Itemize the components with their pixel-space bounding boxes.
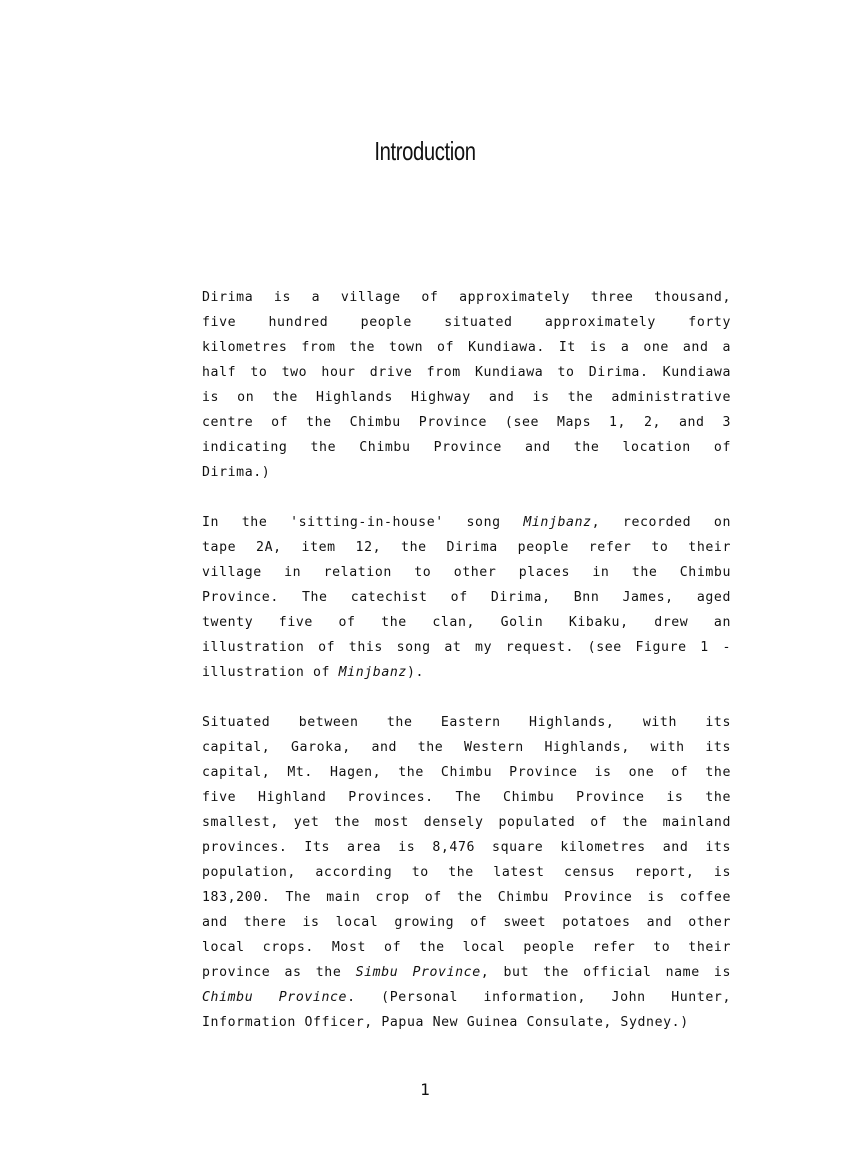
text-line (155, 985, 731, 1010)
text-run: province as the (202, 965, 356, 980)
text-line: provinces. Its area is 8,476 square kilometres and its (202, 840, 731, 855)
text-line: illustration of this song at my request. (see Figure 1 - (202, 640, 731, 655)
song-title: Minjbanz (523, 515, 592, 530)
paragraph-3 (155, 710, 731, 1035)
page-title: Introduction (374, 136, 476, 166)
page-number: 1 (420, 1080, 430, 1099)
text-line: Dirima.) (202, 465, 271, 480)
text-line: is on the Highlands Highway and is the administrative (202, 390, 731, 405)
text-line: Situated between the Eastern Highlands, with its (202, 715, 731, 730)
text-line: village in relation to other places in the Chimbu (202, 565, 731, 580)
text-line: capital, Mt. Hagen, the Chimbu Province is one of the (202, 765, 731, 780)
text-line (155, 660, 731, 685)
text-line: tape 2A, item 12, the Dirima people refer to their (202, 540, 731, 555)
paragraph-1 (155, 285, 731, 485)
text-line: five Highland Provinces. The Chimbu Province is the (202, 790, 731, 805)
text-run: , recorded on (591, 515, 731, 530)
text-run: illustration of (202, 665, 339, 680)
text-run: , but the official name is (480, 965, 731, 980)
text-line: Information Officer, Papua New Guinea Consulate, Sydney.) (202, 1015, 689, 1030)
song-title: Minjbanz (338, 665, 407, 680)
text-line: local crops. Most of the local people refer to their (202, 940, 731, 955)
text-run: In the 'sitting-in-house' song (202, 515, 524, 530)
text-run: . (Personal information, John Hunter, (347, 990, 732, 1005)
text-line: and there is local growing of sweet potatoes and other (202, 915, 731, 930)
text-line: Province. The catechist of Dirima, Bnn James, aged (202, 590, 731, 605)
text-line: half to two hour drive from Kundiawa to Dirima. Kundiawa (202, 365, 731, 380)
text-line: 183,200. The main crop of the Chimbu Province is coffee (202, 890, 731, 905)
text-line: Dirima is a village of approximately three thousand, (202, 290, 731, 305)
body-text (155, 285, 731, 1060)
text-line: capital, Garoka, and the Western Highlands, with its (202, 740, 731, 755)
text-line: twenty five of the clan, Golin Kibaku, drew an (202, 615, 731, 630)
text-line (155, 510, 731, 535)
paragraph-2 (155, 510, 731, 685)
text-line: population, according to the latest census report, is (202, 865, 731, 880)
province-name: Chimbu Province (202, 990, 348, 1005)
text-line: five hundred people situated approximately forty (202, 315, 731, 330)
province-name: Simbu Province (355, 965, 481, 980)
text-line: kilometres from the town of Kundiawa. It is a one and a (202, 340, 731, 355)
text-line: indicating the Chimbu Province and the location of (202, 440, 731, 455)
text-run: ). (406, 665, 425, 680)
text-line (155, 960, 731, 985)
text-line: smallest, yet the most densely populated of the mainland (202, 815, 731, 830)
text-line: centre of the Chimbu Province (see Maps 1, 2, and 3 (202, 415, 731, 430)
